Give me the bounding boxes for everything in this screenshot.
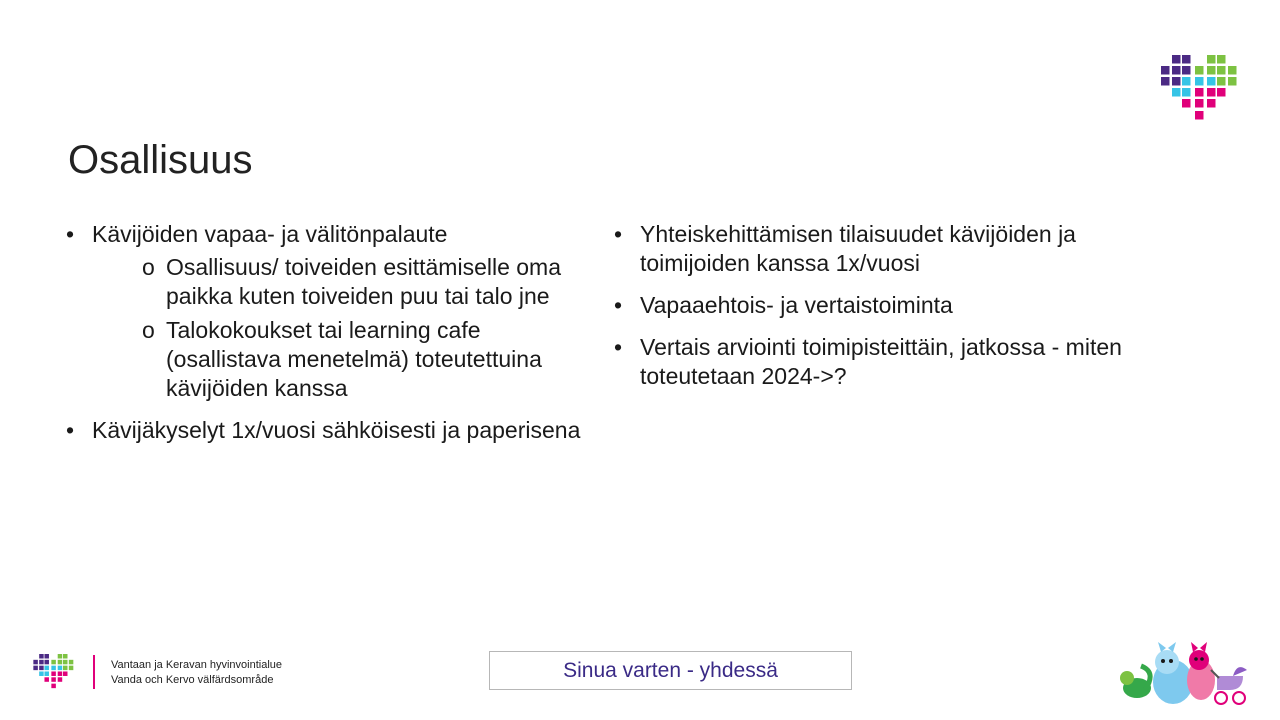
footer-org-line-sv: Vanda och Kervo välfärdsområde [111, 674, 274, 686]
sub-bullet-list [92, 253, 586, 403]
left-column [66, 220, 586, 458]
heart-pixel-logo-icon [1160, 55, 1240, 123]
footer-divider [93, 655, 95, 689]
sub-bullet-item: o Talokokoukset tai learning cafe (osallistava menetelmä) toteutettuina kävijöiden kanssa [92, 316, 586, 403]
right-bullet-list [614, 220, 1174, 391]
bullet-item: • Vertais arviointi toimipisteittäin, jatkossa - miten toteutetaan 2024->? [614, 333, 1174, 391]
bullet-item: • Yhteiskehittämisen tilaisuudet kävijöiden ja toimijoiden kanssa 1x/vuosi [614, 220, 1174, 278]
bullet-text: Kävijöiden vapaa- ja välitönpalaute [92, 221, 448, 247]
footer-org-name [111, 658, 282, 688]
left-bullet-list [66, 220, 586, 445]
footer-heart-logo-icon [32, 654, 76, 690]
slogan-text: Sinua varten - yhdessä [563, 658, 778, 682]
slide-title: Osallisuus [68, 138, 253, 182]
bullet-item [66, 416, 586, 445]
bullet-item [66, 220, 586, 403]
bullet-item: • Vapaaehtois- ja vertaistoiminta [614, 291, 1174, 320]
bullet-text: Kävijäkyselyt 1x/vuosi sähköisesti ja paperisena [92, 417, 581, 443]
slogan-box [489, 651, 852, 690]
footer-org-line-fi: Vantaan ja Keravan hyvinvointialue [111, 659, 283, 671]
right-column [614, 220, 1174, 404]
mascot-characters-icon [1115, 640, 1250, 708]
sub-bullet-item: o Osallisuus/ toiveiden esittämiselle oma paikka kuten toiveiden puu tai talo jne [92, 253, 586, 311]
